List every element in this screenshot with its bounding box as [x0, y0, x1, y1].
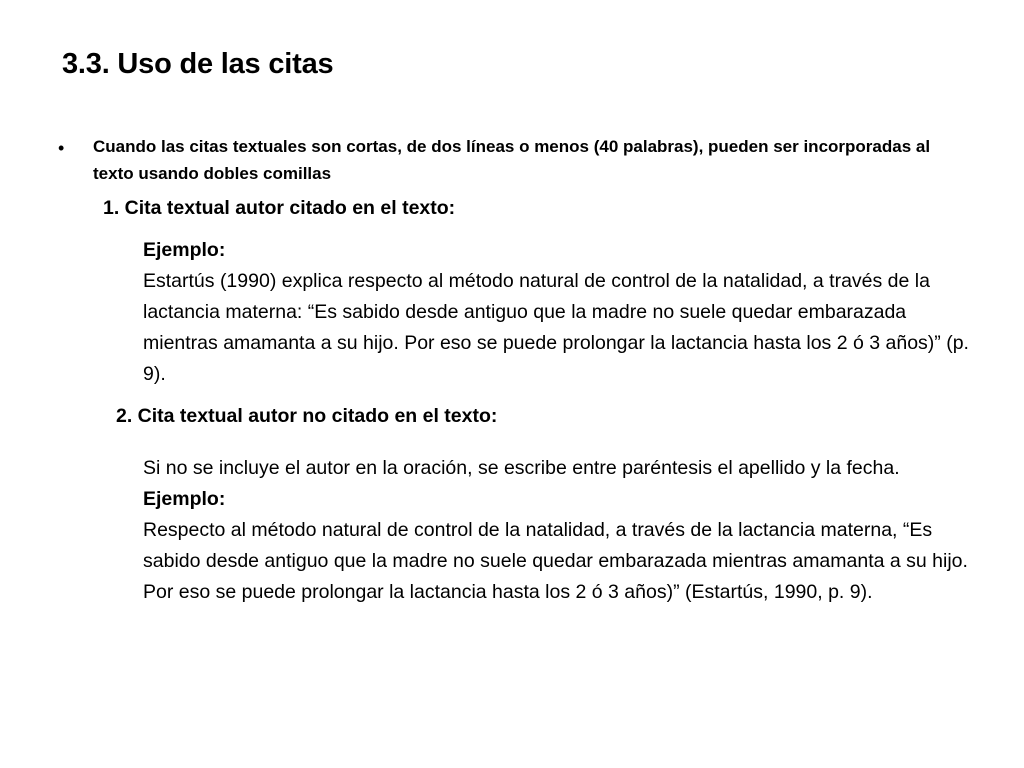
slide-title: 3.3. Uso de las citas — [62, 48, 334, 80]
example-label: Ejemplo: — [143, 239, 226, 261]
example-text: Respecto al método natural de control de la natalidad, a través de la lactancia materna, “Es sabido desde antiguo que la madre no suele quedar embarazada mientras amamanta a su hijo. Por eso se puede prolongar la lactancia hasta los 2 ó 3 años)” (Estartús, 1990, p. 9). — [143, 519, 968, 603]
bullet-text: Cuando las citas textuales son cortas, de dos líneas o menos (40 palabras), pueden ser incorporadas al texto usando dobles comillas — [93, 137, 931, 183]
bullet-marker: • — [58, 138, 65, 158]
example-label: Ejemplo: — [143, 488, 226, 510]
section-2-body — [143, 453, 973, 608]
section-intro: Si no se incluye el autor en la oración, se escribe entre paréntesis el apellido y la fecha. — [143, 457, 900, 479]
section-1-body — [143, 235, 973, 390]
example-text: Estartús (1990) explica respecto al método natural de control de la natalidad, a través de la lactancia materna: “Es sabido desde antiguo que la madre no suele quedar embarazada mientras amamanta a su hijo. Por eso se puede prolongar la lactancia hasta los 2 ó 3 años)” (p. 9). — [143, 270, 969, 385]
section-heading-1: 1. Cita textual autor citado en el texto: — [103, 197, 456, 219]
section-heading-2: 2. Cita textual autor no citado en el texto: — [116, 405, 498, 427]
